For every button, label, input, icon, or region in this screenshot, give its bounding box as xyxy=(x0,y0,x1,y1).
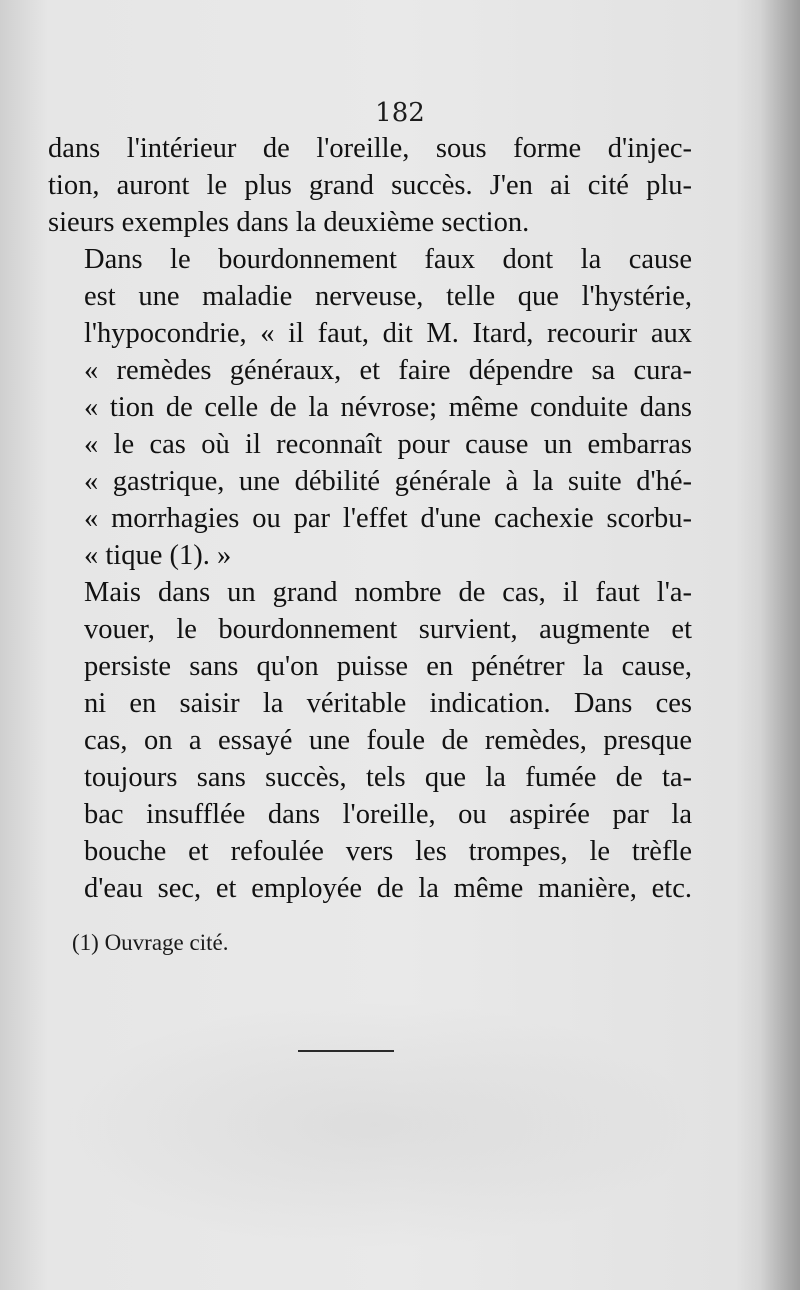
text-line: dans l'intérieur de l'oreille, sous forme d'injec- xyxy=(48,133,692,164)
text-line: « tion de celle de la névrose; même conduite dans xyxy=(84,392,692,423)
text-line: cas, on a essayé une foule de remèdes, presque xyxy=(84,725,692,756)
text-line: Mais dans un grand nombre de cas, il faut l'a- xyxy=(84,577,692,608)
text-line: ni en saisir la véritable indication. Dans ces xyxy=(84,688,692,719)
text-line: « tique (1). » xyxy=(84,540,232,571)
text-line: tion, auront le plus grand succès. J'en ai cité plu- xyxy=(48,170,692,201)
text-line: l'hypocondrie, « il faut, dit M. Itard, recourir aux xyxy=(84,318,692,349)
text-line: toujours sans succès, tels que la fumée de ta- xyxy=(84,762,692,793)
text-line: vouer, le bourdonnement survient, augmente et xyxy=(84,614,692,645)
paragraph-3 xyxy=(48,574,692,907)
bleed-through-shadow xyxy=(50,1000,700,1250)
footnote: (1) Ouvrage cité. xyxy=(72,930,229,955)
page-edge-shadow xyxy=(760,0,800,1290)
text-line: bac insufflée dans l'oreille, ou aspirée par la xyxy=(84,799,692,830)
text-line: persiste sans qu'on puisse en pénétrer la cause, xyxy=(84,651,692,682)
text-line: sieurs exemples dans la deuxième section. xyxy=(48,207,530,238)
text-line: d'eau sec, et employée de la même manière, etc. xyxy=(84,873,692,904)
paragraph-2 xyxy=(48,241,692,574)
text-line: Dans le bourdonnement faux dont la cause xyxy=(84,244,692,275)
text-line: est une maladie nerveuse, telle que l'hystérie, xyxy=(84,281,692,312)
paragraph-1 xyxy=(48,130,692,241)
text-line: « remèdes généraux, et faire dépendre sa cura- xyxy=(84,355,692,386)
text-line: « morrhagies ou par l'effet d'une cachexie scorbu- xyxy=(84,503,692,534)
page-number: 182 xyxy=(375,98,425,128)
text-line: « le cas où il reconnaît pour cause un embarras xyxy=(84,429,692,460)
end-rule xyxy=(298,1050,394,1052)
text-line: « gastrique, une débilité générale à la suite d'hé- xyxy=(84,466,692,497)
text-line: bouche et refoulée vers les trompes, le trèfle xyxy=(84,836,692,867)
body-text xyxy=(48,130,692,907)
